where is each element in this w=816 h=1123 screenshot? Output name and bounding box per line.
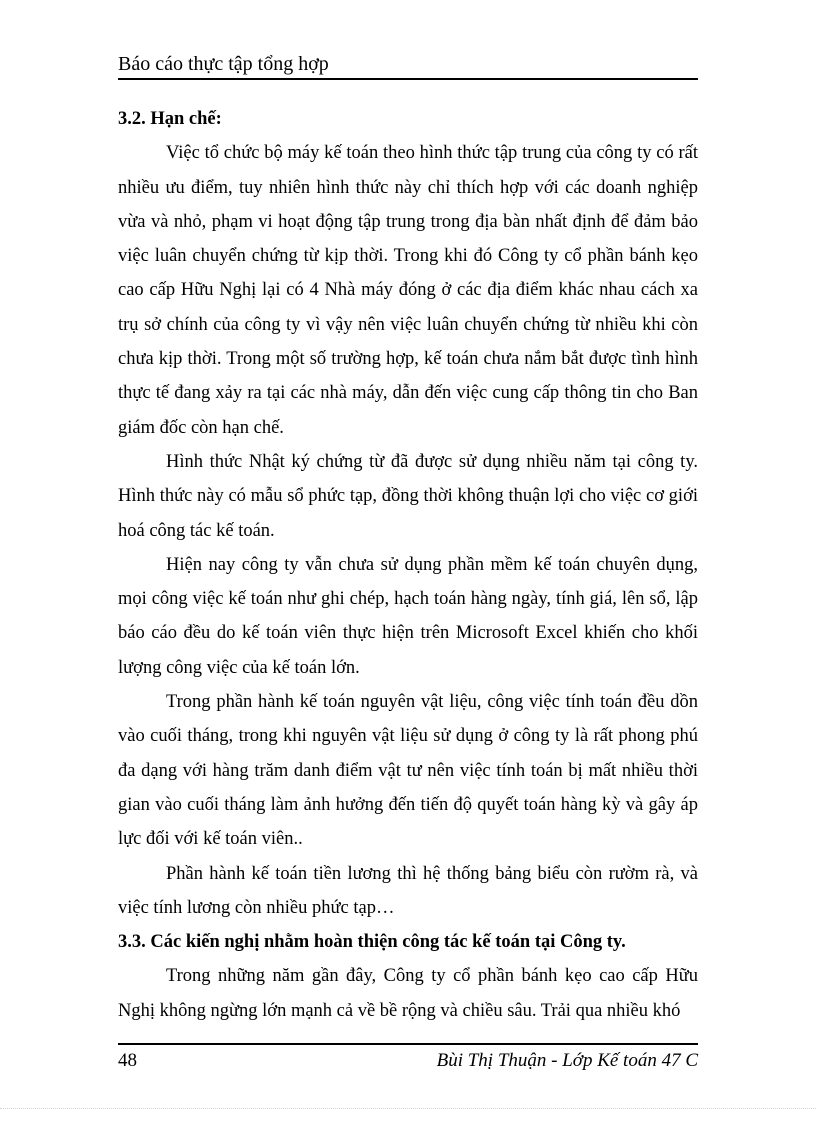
page-number: 48 (118, 1050, 137, 1071)
page-header (118, 52, 698, 80)
footer-author: Bùi Thị Thuận - Lớp Kế toán 47 C (436, 1050, 698, 1071)
paragraph: Trong những năm gần đây, Công ty cổ phần bánh kẹo cao cấp Hữu Nghị không ngừng lớn mạnh cả về bề rộng và chiều sâu. Trải qua nhiều khó (118, 966, 698, 1021)
paragraph: Hình thức Nhật ký chứng từ đã được sử dụng nhiều năm tại công ty. Hình thức này có mẫu sổ phức tạp, đồng thời không thuận lợi cho việc cơ giới hoá công tác kế toán. (118, 451, 698, 541)
page-bottom-divider (0, 1108, 816, 1109)
paragraph: Trong phần hành kế toán nguyên vật liệu, công việc tính toán đều dồn vào cuối tháng, trong khi nguyên vật liệu sử dụng ở công ty là rất phong phú đa dạng với hàng trăm danh điểm vật tư nên việc tính toán bị mất nhiều thời gian vào cuối tháng làm ảnh hưởng đến tiến độ quyết toán hàng kỳ và gây áp lực đối với kế toán viên.. (118, 692, 698, 850)
header-title: Báo cáo thực tập tổng hợp (118, 53, 329, 75)
section-heading-3-2: 3.2. Hạn chế: (118, 109, 222, 129)
page-content (118, 102, 698, 1032)
page-footer (118, 1043, 698, 1075)
paragraph: Việc tổ chức bộ máy kế toán theo hình thức tập trung của công ty có rất nhiều ưu điểm, tuy nhiên hình thức này chỉ thích hợp với các doanh nghiệp vừa và nhỏ, phạm vi hoạt động tập trung trong địa bàn nhất định để đảm bảo việc luân chuyển chứng từ kịp thời. Trong khi đó Công ty cổ phần bánh kẹo cao cấp Hữu Nghị lại có 4 Nhà máy đóng ở các địa điểm khác nhau cách xa trụ sở chính của công ty vì vậy nên việc luân chuyển chứng từ nhiều khi còn chưa kịp thời. Trong một số trường hợp, kế toán chưa nắm bắt được tình hình thực tế đang xảy ra tại các nhà máy, dẫn đến việc cung cấp thông tin cho Ban giám đốc còn hạn chế. (118, 143, 698, 438)
paragraph: Phần hành kế toán tiền lương thì hệ thống bảng biểu còn rườm rà, và việc tính lương còn nhiều phức tạp… (118, 863, 698, 918)
section-heading-3-3: 3.3. Các kiến nghị nhằm hoàn thiện công tác kế toán tại Công ty. (118, 932, 626, 953)
paragraph: Hiện nay công ty vẫn chưa sử dụng phần mềm kế toán chuyên dụng, mọi công việc kế toán như ghi chép, hạch toán hàng ngày, tính giá, lên sổ, lập báo cáo đều do kế toán viên thực hiện trên Microsoft Excel khiến cho khối lượng công việc của kế toán lớn. (118, 554, 698, 678)
